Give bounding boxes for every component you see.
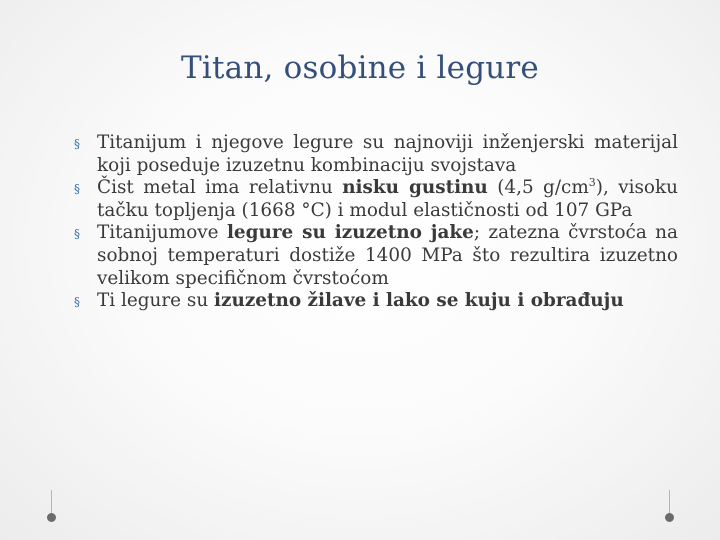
bullet-item <box>74 177 678 222</box>
bullet-item <box>74 290 678 313</box>
bullet-marker-icon: § <box>74 295 80 310</box>
bullet-item <box>74 132 678 177</box>
bullet-bold-text: izuzetno žilave i lako se kuju i obrađuju <box>214 290 624 312</box>
bullet-list <box>74 132 678 313</box>
bullet-text: (4,5 g/cm <box>487 177 589 199</box>
bullet-marker-icon: § <box>74 227 80 242</box>
bullet-marker-icon: § <box>74 182 80 197</box>
bullet-text: Čist metal ima relativnu <box>97 177 343 199</box>
bullet-item <box>74 222 678 290</box>
decorative-dot-right-icon <box>665 513 674 522</box>
decorative-dot-left-icon <box>47 513 56 522</box>
bullet-marker-icon: § <box>74 137 80 151</box>
superscript: 3 <box>588 176 596 190</box>
bullet-text: Titanijum i njegove legure su najnoviji inženjerski materijal koji poseduje izuzetnu kombinaciju svojstava <box>97 132 678 176</box>
bullet-text: Ti legure su <box>97 290 215 312</box>
bullet-text: Titanijumove <box>97 222 227 244</box>
bullet-bold-text: legure su izuzetno jake <box>226 222 474 244</box>
bullet-bold-text: nisku gustinu <box>342 177 488 199</box>
bullet-text: ), visoku tačku topljenja (1668 °C) i modul elastičnosti od 107 GPa <box>97 177 678 221</box>
slide-title: Titan, osobine i legure <box>181 50 539 86</box>
bullet-text: ; zatezna čvrstoća na sobnoj temperaturi dostiže 1400 MPa što rezultira izuzetno velikom specifičnom čvrstoćom <box>97 222 678 289</box>
